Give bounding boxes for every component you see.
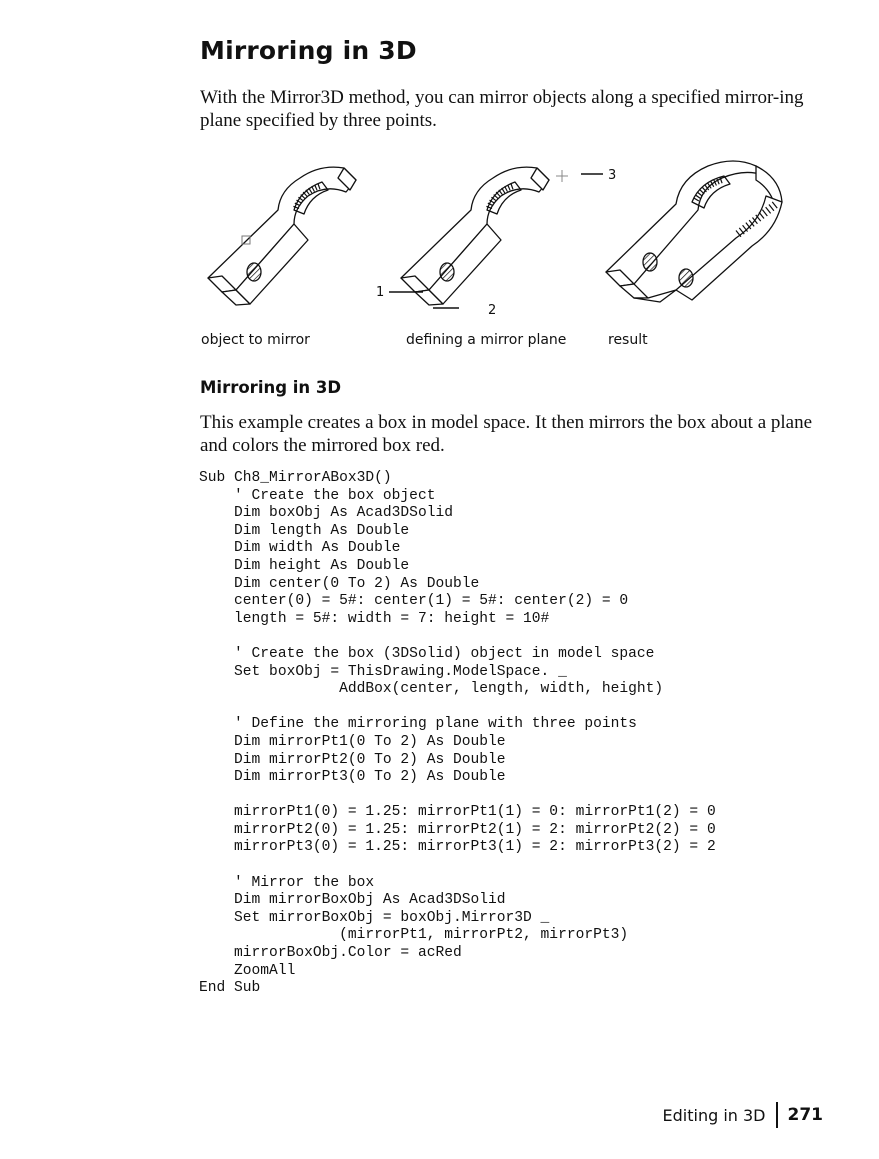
section-heading: Mirroring in 3D xyxy=(200,378,342,397)
code-line: Set mirrorBoxObj = boxObj.Mirror3D _ xyxy=(199,909,550,926)
code-line: ' Define the mirroring plane with three points xyxy=(199,716,637,733)
code-line: ZoomAll xyxy=(199,962,296,979)
footer-chapter: Editing in 3D xyxy=(662,1105,766,1125)
code-line: mirrorPt3(0) = 1.25: mirrorPt3(1) = 2: mirrorPt3(2) = 2 xyxy=(199,839,716,856)
code-line: mirrorPt1(0) = 1.25: mirrorPt1(1) = 0: mirrorPt1(2) = 0 xyxy=(199,804,716,821)
footer-divider xyxy=(776,1102,778,1128)
code-line: Sub Ch8_MirrorABox3D() xyxy=(199,470,392,486)
mirror-figure xyxy=(196,150,796,330)
code-line xyxy=(199,628,716,646)
clamp-original-illustration xyxy=(208,167,356,305)
caption-defining-mirror-plane: defining a mirror plane xyxy=(406,332,567,348)
code-line: Set boxObj = ThisDrawing.ModelSpace. _ xyxy=(199,663,567,680)
code-line: Dim boxObj As Acad3DSolid xyxy=(199,505,453,522)
code-line: Dim length As Double xyxy=(199,522,410,539)
code-listing xyxy=(199,470,716,998)
code-line xyxy=(199,787,716,805)
code-line: End Sub xyxy=(199,980,261,997)
code-line: mirrorBoxObj.Color = acRed xyxy=(199,945,462,962)
code-line: ' Mirror the box xyxy=(199,874,375,891)
code-line: mirrorPt2(0) = 1.25: mirrorPt2(1) = 2: mirrorPt2(2) = 0 xyxy=(199,821,716,838)
code-line: Dim mirrorPt1(0 To 2) As Double xyxy=(199,733,506,750)
caption-object-to-mirror: object to mirror xyxy=(201,332,310,348)
code-line xyxy=(199,699,716,717)
code-line: Dim height As Double xyxy=(199,557,410,574)
clamp-result-illustration xyxy=(606,161,782,302)
intro-paragraph: With the Mirror3D method, you can mirror objects along a specified mirror-ing plane specified by three points. xyxy=(200,87,804,131)
code-line: ' Create the box (3DSolid) object in model space xyxy=(199,645,655,662)
code-line: Dim mirrorPt3(0 To 2) As Double xyxy=(199,769,506,786)
code-line xyxy=(199,857,716,875)
page-number: 271 xyxy=(787,1105,823,1125)
code-line: Dim width As Double xyxy=(199,540,401,557)
code-line: AddBox(center, length, width, height) xyxy=(199,681,664,698)
code-line: (mirrorPt1, mirrorPt2, mirrorPt3) xyxy=(199,927,629,944)
code-line: length = 5#: width = 7: height = 10# xyxy=(199,610,550,627)
clamp-plane-illustration xyxy=(389,167,603,308)
code-line: Dim mirrorBoxObj As Acad3DSolid xyxy=(199,892,506,909)
page-footer xyxy=(663,1102,823,1128)
point-label-2: 2 xyxy=(488,303,497,318)
point-label-1: 1 xyxy=(376,285,385,300)
code-line: center(0) = 5#: center(1) = 5#: center(2) = 0 xyxy=(199,593,629,610)
code-line: Dim mirrorPt2(0 To 2) As Double xyxy=(199,751,506,768)
point-label-3: 3 xyxy=(608,168,617,183)
code-line: Dim center(0 To 2) As Double xyxy=(199,575,480,592)
caption-result: result xyxy=(608,332,648,348)
page-title: Mirroring in 3D xyxy=(200,36,417,65)
code-line: ' Create the box object xyxy=(199,487,436,504)
example-description: This example creates a box in model space. It then mirrors the box about a plane and colors the mirrored box red. xyxy=(200,412,813,456)
